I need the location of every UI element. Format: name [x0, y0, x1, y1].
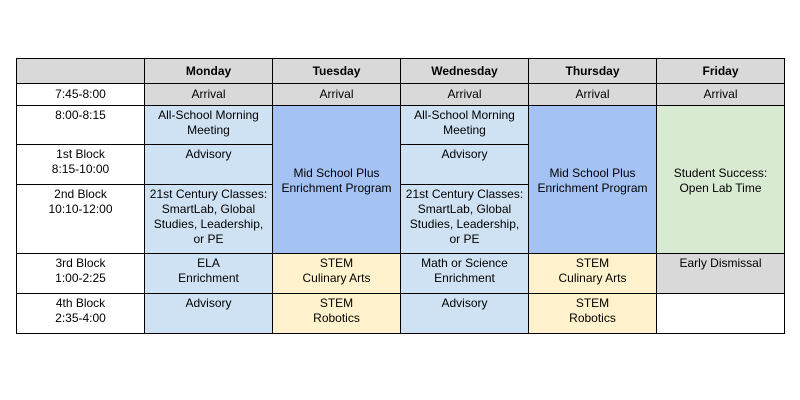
cell-line: All-School Morning — [158, 108, 259, 122]
time-cell — [17, 294, 145, 334]
cell-line: 21st Century Classes: — [405, 187, 524, 201]
cell-line: Math or Science — [421, 256, 508, 270]
cell-line: Robotics — [313, 311, 360, 325]
schedule-cell — [529, 254, 657, 294]
schedule-cell: Arrival — [145, 84, 273, 106]
merged-cell-tuesday — [273, 106, 401, 254]
cell-line: Studies, Leadership, — [409, 217, 520, 231]
cell-line: ELA — [197, 256, 220, 270]
cell-line: 2:35-4:00 — [55, 311, 106, 325]
schedule-cell — [273, 254, 401, 294]
day-header-wednesday: Wednesday — [401, 59, 529, 84]
cell-line: SmartLab, Global — [417, 202, 512, 216]
cell-line: Mid School Plus — [293, 165, 380, 180]
table-row — [17, 106, 785, 145]
merged-cell-friday — [657, 106, 785, 254]
schedule-cell — [145, 185, 273, 254]
schedule-cell: Early Dismissal — [657, 254, 785, 294]
schedule-cell: Advisory — [401, 145, 529, 185]
cell-line: Mid School Plus — [549, 165, 636, 180]
cell-line: 4th Block — [55, 296, 106, 310]
cell-line: Culinary Arts — [302, 271, 371, 285]
schedule-cell — [145, 254, 273, 294]
cell-line: Enrichment Program — [537, 180, 648, 195]
cell-line: Meeting — [443, 123, 486, 137]
table-row — [17, 294, 785, 334]
cell-line: STEM — [575, 256, 610, 270]
schedule-cell: Advisory — [145, 145, 273, 185]
cell-line: 10:10-12:00 — [48, 202, 113, 216]
time-cell: 8:00-8:15 — [17, 106, 145, 145]
corner-header-cell — [17, 59, 145, 84]
merged-cell-thursday — [529, 106, 657, 254]
cell-line: 21st Century Classes: — [149, 187, 268, 201]
cell-line: 1st Block — [56, 147, 105, 161]
weekly-schedule-table — [16, 58, 785, 334]
schedule-cell — [529, 294, 657, 334]
schedule-cell — [145, 106, 273, 145]
cell-line: Open Lab Time — [679, 180, 762, 195]
schedule-cell: Arrival — [273, 84, 401, 106]
time-cell: 7:45-8:00 — [17, 84, 145, 106]
cell-line: STEM — [319, 256, 354, 270]
header-row — [17, 59, 785, 84]
cell-line: 8:15-10:00 — [51, 162, 110, 176]
day-header-tuesday: Tuesday — [273, 59, 401, 84]
table-row — [17, 254, 785, 294]
time-cell — [17, 185, 145, 254]
cell-line: Studies, Leadership, — [153, 217, 264, 231]
schedule-cell — [401, 254, 529, 294]
schedule-cell: Advisory — [145, 294, 273, 334]
cell-line: STEM — [319, 296, 354, 310]
schedule-cell: Arrival — [401, 84, 529, 106]
cell-line: All-School Morning — [414, 108, 515, 122]
cell-line: 1:00-2:25 — [55, 271, 106, 285]
cell-line: Student Success: — [673, 165, 768, 180]
day-header-thursday: Thursday — [529, 59, 657, 84]
schedule-cell — [401, 185, 529, 254]
cell-line: or PE — [449, 232, 480, 246]
cell-line: Culinary Arts — [558, 271, 627, 285]
cell-line: Enrichment Program — [281, 180, 392, 195]
cell-line: Robotics — [569, 311, 616, 325]
schedule-cell — [273, 294, 401, 334]
schedule-cell: Advisory — [401, 294, 529, 334]
cell-line: 3rd Block — [55, 256, 106, 270]
table-row — [17, 84, 785, 106]
cell-line: SmartLab, Global — [161, 202, 256, 216]
day-header-monday: Monday — [145, 59, 273, 84]
cell-line: 2nd Block — [54, 187, 107, 201]
cell-line: Enrichment — [178, 271, 239, 285]
time-cell — [17, 254, 145, 294]
time-cell — [17, 145, 145, 185]
schedule-cell: Arrival — [657, 84, 785, 106]
cell-line: or PE — [193, 232, 224, 246]
cell-line: Enrichment — [434, 271, 495, 285]
schedule-cell — [401, 106, 529, 145]
schedule-cell: Arrival — [529, 84, 657, 106]
cell-line: STEM — [575, 296, 610, 310]
cell-line: Meeting — [187, 123, 230, 137]
empty-cell — [657, 294, 785, 334]
day-header-friday: Friday — [657, 59, 785, 84]
